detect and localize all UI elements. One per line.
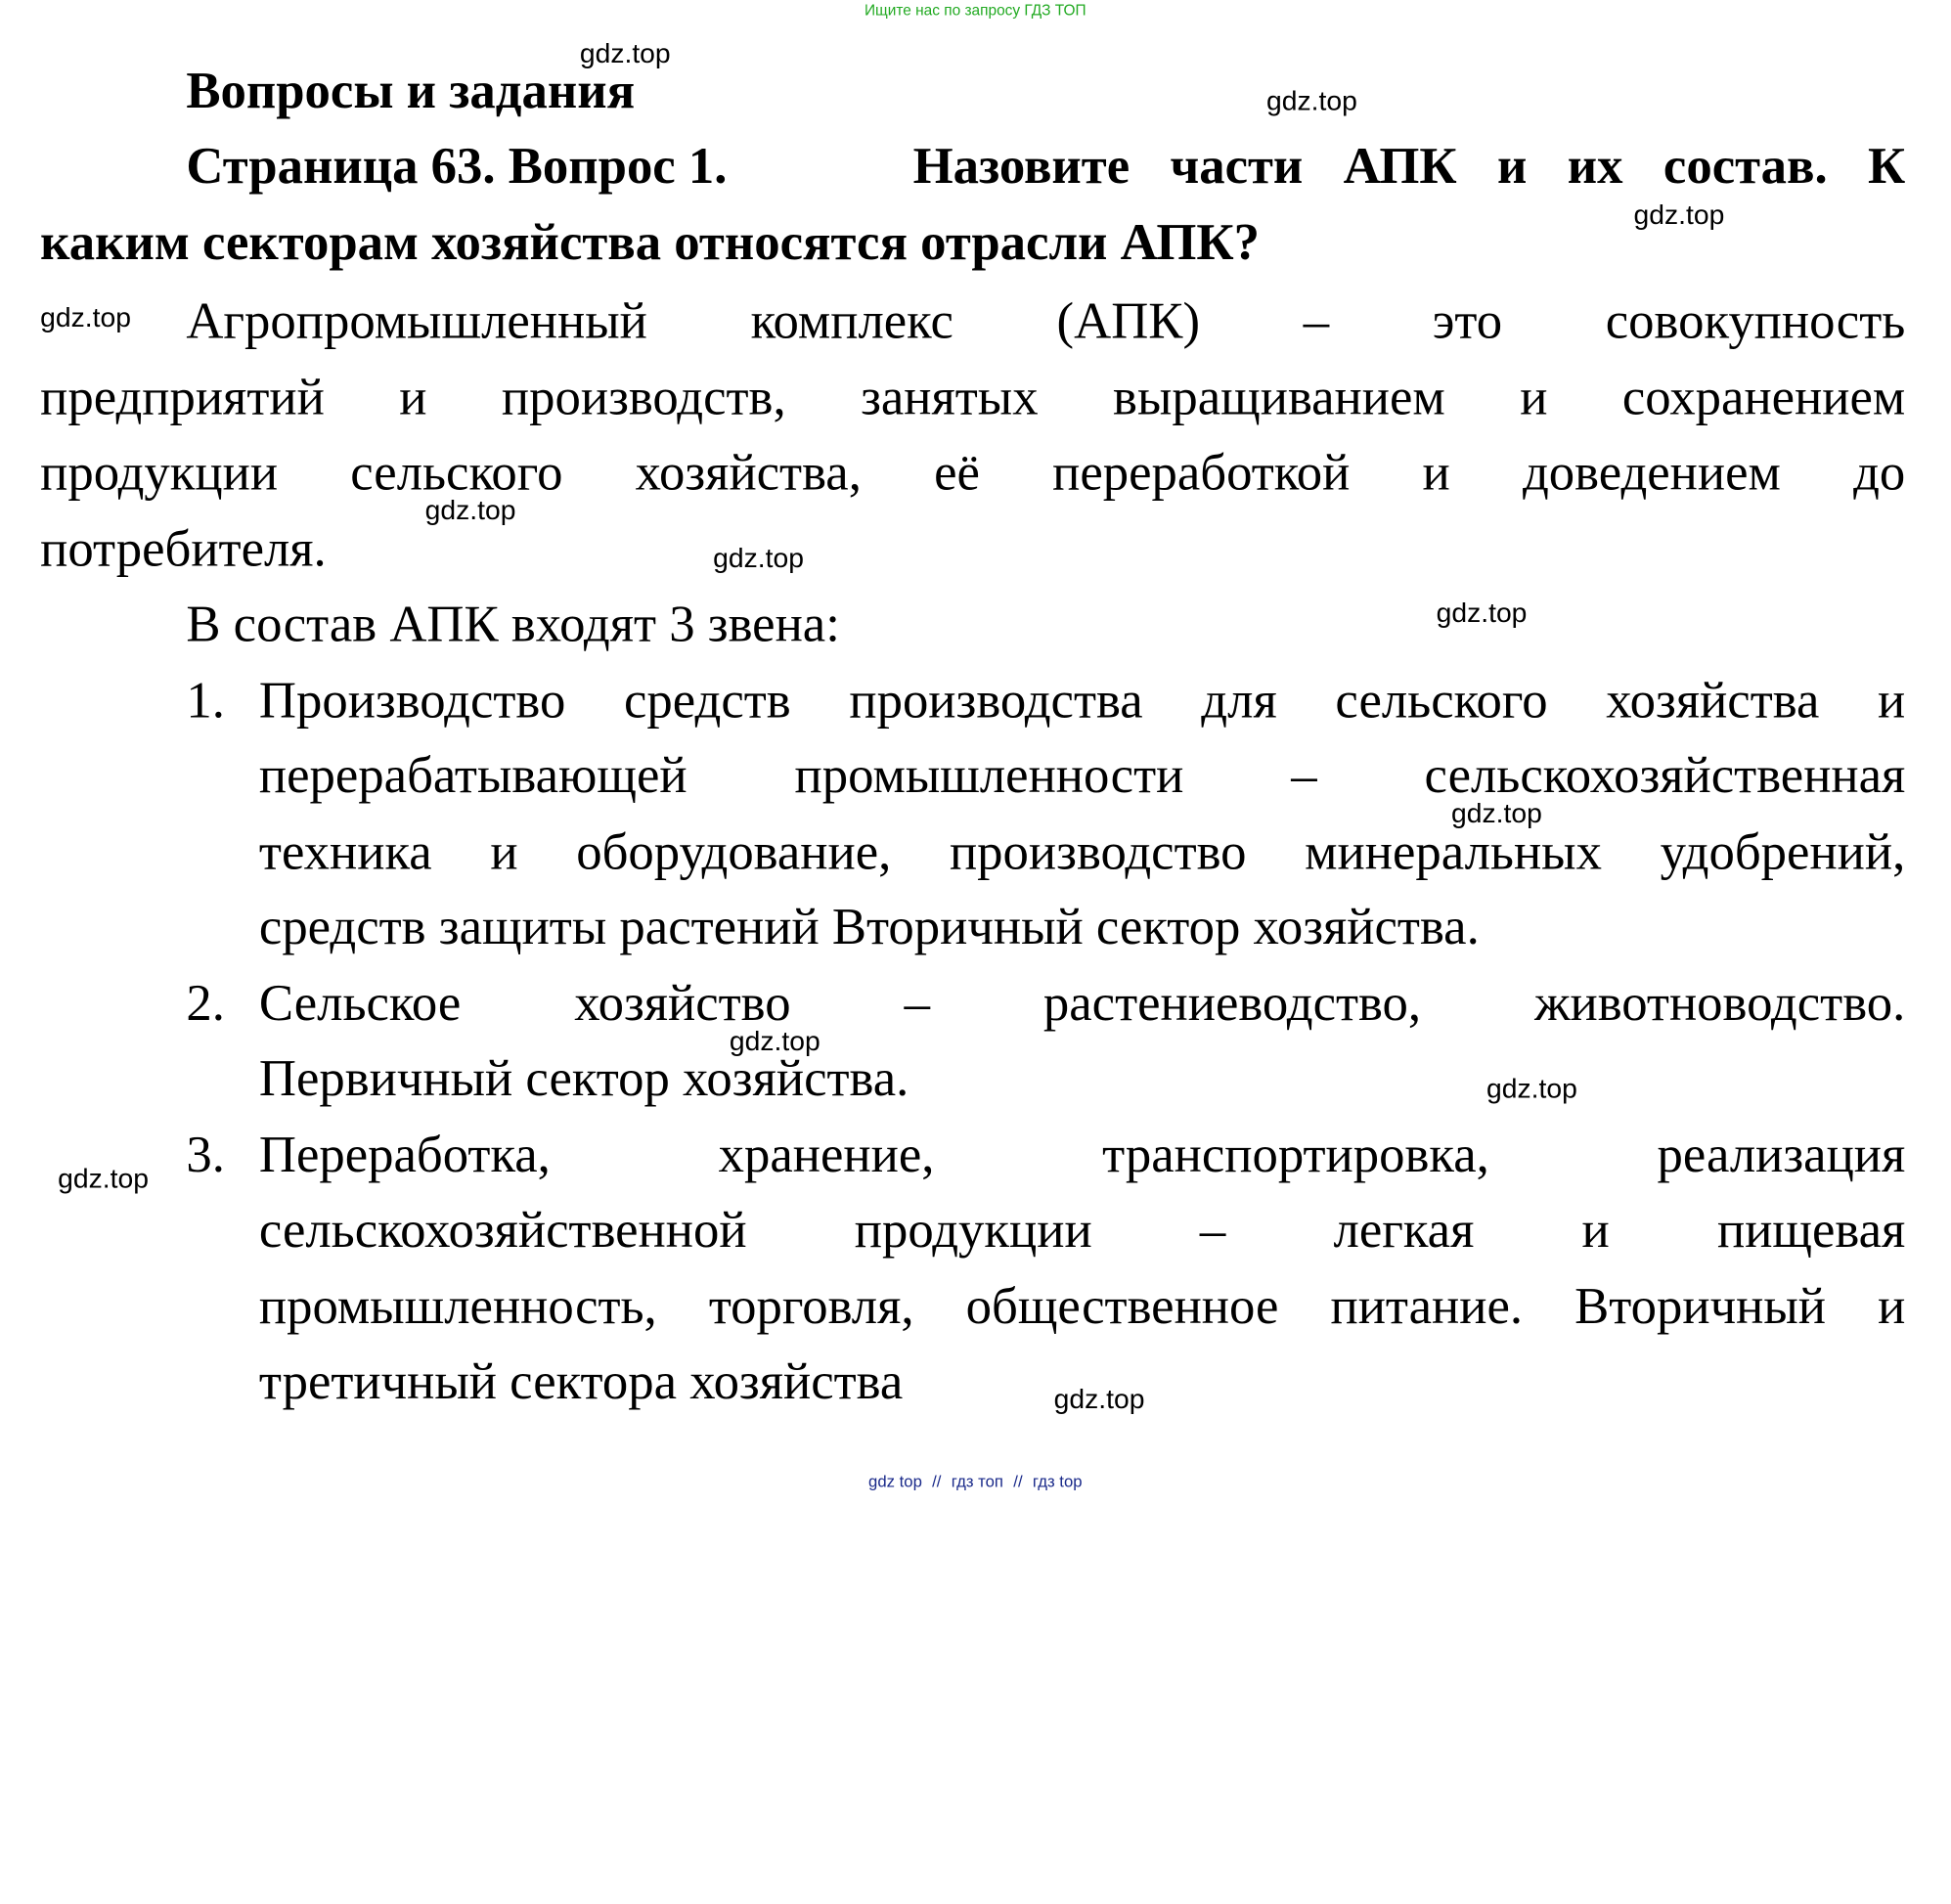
list-item-line: техника и оборудование, производство минеральных удобрений, [258,821,1906,880]
list-item-line: третичный сектора хозяйства [258,1351,904,1410]
watermark: gdz.top [1436,597,1528,629]
list-item-number: 2. [186,973,225,1032]
question-text-2: каким секторам хозяйства относятся отрасли АПК? [40,212,1260,271]
watermark: gdz.top [40,301,131,333]
watermark: gdz.top [424,494,516,526]
footer-link-gdz-top-ru[interactable]: гдз топ [951,1472,1004,1491]
watermark: gdz.top [729,1025,820,1057]
top-banner[interactable]: Ищите нас по запросу ГДЗ ТОП [864,1,1086,20]
list-item-line: Производство средств производства для сельского хозяйства и [258,671,1906,729]
watermark: gdz.top [1266,85,1357,117]
footer-links [0,1472,1951,1490]
watermark: gdz.top [579,37,671,69]
definition-line-1: Агропромышленный комплекс (АПК) – это совокупность [186,291,1906,350]
watermark: gdz.top [713,542,804,574]
intro-text: В состав АПК входят 3 звена: [186,595,840,652]
watermark: gdz.top [58,1163,149,1195]
definition-line-3: продукции сельского хозяйства, её переработкой и доведением до [40,443,1906,501]
definition-line-4: потребителя. [40,519,327,578]
watermark: gdz.top [1486,1072,1577,1104]
list-item-line: Переработка, хранение, транспортировка, реализация [258,1125,1906,1183]
definition-line-2: предприятий и производств, занятых выращиванием и сохранением [40,368,1906,426]
footer-link-gdz-top-mixed[interactable]: гдз top [1032,1472,1083,1491]
footer-link-gdz-top[interactable]: gdz top [868,1472,922,1491]
list-item-line: сельскохозяйственной продукции – легкая и пищевая [258,1200,1906,1259]
question-number: Страница 63. Вопрос 1. [186,136,728,195]
list-item-line: Сельское хозяйство – растениеводство, животноводство. [258,973,1906,1032]
section-heading: Вопросы и задания [186,61,636,119]
footer-separator: // [1013,1472,1023,1491]
watermark: gdz.top [1451,797,1542,829]
list-item-line: Первичный сектор хозяйства. [258,1048,909,1107]
list-item-number: 1. [186,671,225,729]
list-item-line: перерабатывающей промышленности – сельскохозяйственная [258,745,1906,804]
question-text-1: Назовите части АПК и их состав. К [912,136,1906,195]
list-item-number: 3. [186,1125,225,1183]
watermark: gdz.top [1633,199,1725,231]
list-item-line: средств защиты растений Вторичный сектор хозяйства. [258,897,1480,955]
footer-separator: // [932,1472,942,1491]
question-line-1 [186,136,1906,195]
list-item-line: промышленность, торговля, общественное питание. Вторичный и [258,1276,1906,1335]
watermark: gdz.top [1053,1383,1145,1415]
